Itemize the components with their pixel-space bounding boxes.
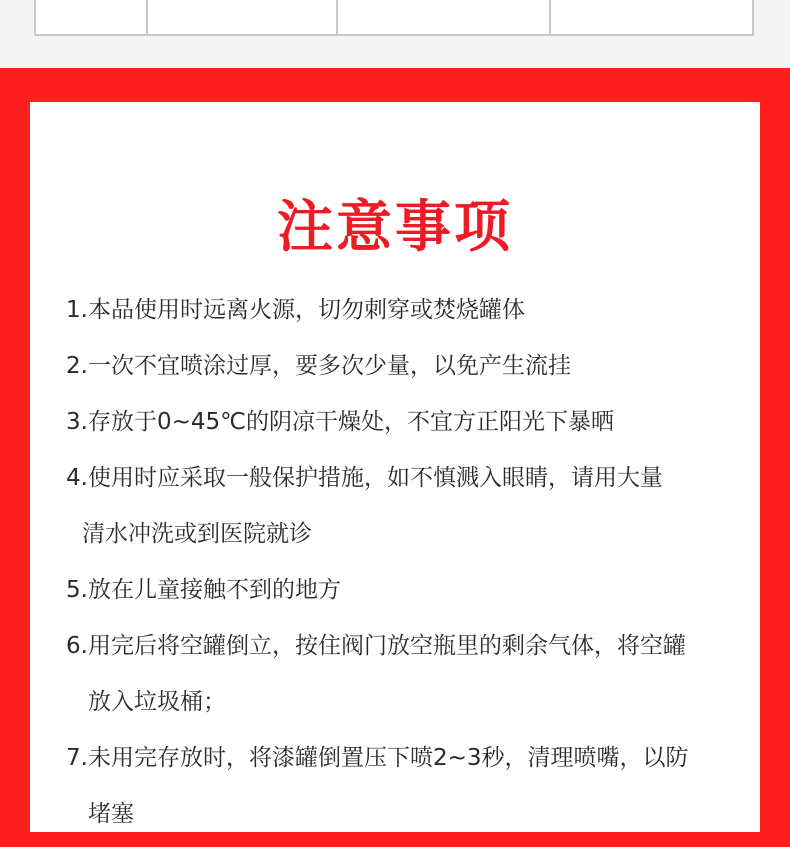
note-1-line-1: 1.本品使用时远离火源，切勿刺穿或焚烧罐体 xyxy=(66,297,525,323)
note-4-line-2: 清水冲洗或到医院就诊 xyxy=(82,521,312,547)
table-cell xyxy=(338,0,551,34)
note-7-line-2: 堵塞 xyxy=(88,801,134,827)
table-cell xyxy=(36,0,148,34)
note-2-line-1: 2.一次不宜喷涂过厚，要多次少量，以免产生流挂 xyxy=(66,353,571,379)
note-4-line-1: 4.使用时应采取一般保护措施，如不慎溅入眼睛，请用大量 xyxy=(66,465,663,491)
top-strip xyxy=(0,0,790,68)
note-7-line-1: 7.未用完存放时，将漆罐倒置压下喷2~3秒，清理喷嘴，以防 xyxy=(66,745,689,771)
notes-list xyxy=(66,282,756,842)
notice-title: 注意事项 xyxy=(277,195,513,260)
note-3-line-1: 3.存放于0~45℃的阴凉干燥处，不宜方正阳光下暴晒 xyxy=(66,409,614,435)
notice-panel xyxy=(0,68,790,847)
table-cell xyxy=(148,0,338,34)
note-6-line-2: 放入垃圾桶； xyxy=(88,689,226,715)
notice-card xyxy=(30,102,760,832)
table-cell xyxy=(551,0,752,34)
top-table-fragment xyxy=(34,0,754,36)
note-6-line-1: 6.用完后将空罐倒立，按住阀门放空瓶里的剩余气体，将空罐 xyxy=(66,633,686,659)
note-5-line-1: 5.放在儿童接触不到的地方 xyxy=(66,577,341,603)
